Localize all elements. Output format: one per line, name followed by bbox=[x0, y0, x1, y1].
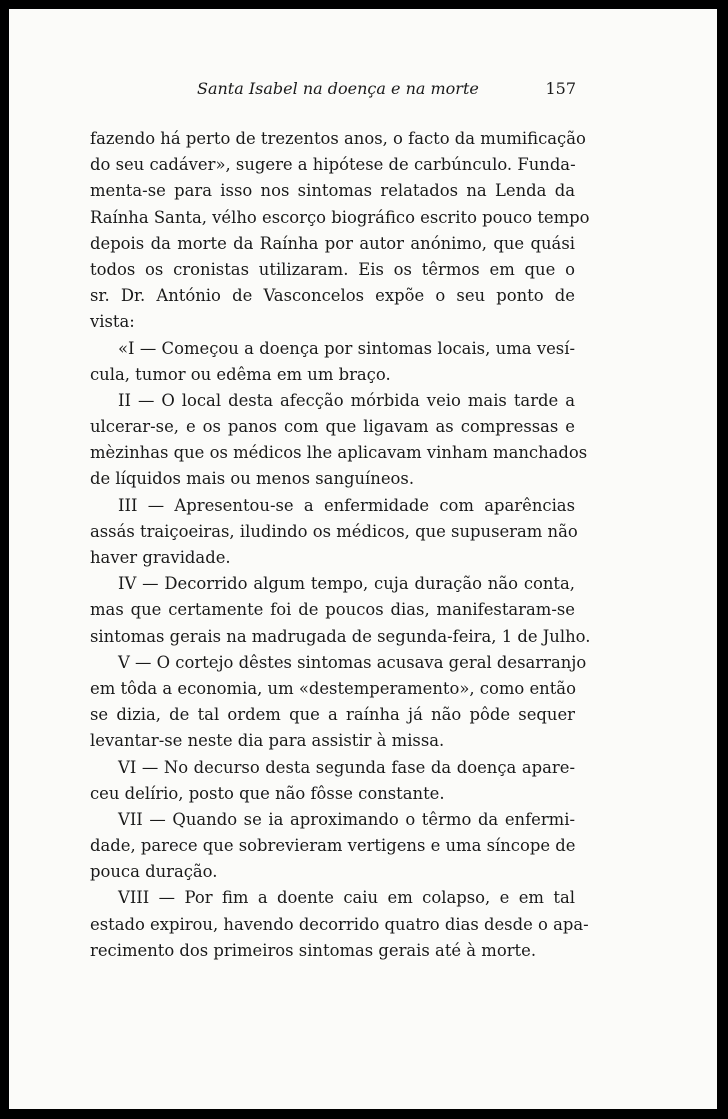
text-line: dade, parece que sobrevieram vertigens e uma síncope de bbox=[90, 836, 576, 856]
text-line: V — O cortejo dêstes sintomas acusava geral desarranjo bbox=[118, 652, 587, 672]
scan-border-bottom bbox=[0, 1109, 728, 1119]
text-line: de líquidos mais ou menos sanguíneos. bbox=[90, 469, 415, 489]
text-line: VII — Quando se ia aproximando o têrmo da enfermi- bbox=[118, 809, 575, 829]
text-line: IV — Decorrido algum tempo, cuja duração não conta, bbox=[118, 574, 575, 594]
text-line: vista: bbox=[90, 312, 135, 332]
body-text bbox=[90, 126, 591, 964]
text-line: fazendo há perto de trezentos anos, o facto da mumificação bbox=[90, 129, 586, 148]
text-line: «I — Começou a doença por sintomas locais, uma vesí- bbox=[118, 338, 575, 358]
scan-border-right bbox=[717, 0, 728, 1119]
text-line: se dizia, de tal ordem que a raínha já não pôde sequer bbox=[90, 705, 575, 725]
text-line: VIII — Por fim a doente caiu em colapso, e em tal bbox=[118, 888, 575, 908]
text-line: mas que certamente foi de poucos dias, manifestaram-se bbox=[90, 600, 575, 620]
text-line: recimento dos primeiros sintomas gerais até à morte. bbox=[90, 940, 537, 960]
text-line: VI — No decurso desta segunda fase da doença apare- bbox=[118, 757, 575, 777]
running-title: Santa Isabel na doença e na morte bbox=[197, 79, 479, 98]
text-line: sintomas gerais na madrugada de segunda-feira, 1 de Julho. bbox=[90, 626, 591, 646]
text-line: ulcerar-se, e os panos com que ligavam as compressas e bbox=[90, 417, 575, 437]
text-line: pouca duração. bbox=[90, 862, 218, 882]
text-line: haver gravidade. bbox=[90, 548, 231, 567]
text-line: menta-se para isso nos sintomas relatados na Lenda da bbox=[90, 181, 575, 201]
text-line: estado expirou, havendo decorrido quatro dias desde o apa- bbox=[90, 914, 589, 934]
text-line: II — O local desta afecção mórbida veio mais tarde a bbox=[118, 390, 575, 410]
text-line: Raínha Santa, vélho escorço biográfico escrito pouco tempo bbox=[90, 207, 590, 227]
text-line: III — Apresentou-se a enfermidade com aparências bbox=[118, 495, 575, 515]
text-line: do seu cadáver», sugere a hipótese de carbúnculo. Funda- bbox=[90, 155, 576, 175]
text-line: em tôda a economia, um «destemperamento», como então bbox=[90, 678, 576, 698]
text-line: assás traiçoeiras, iludindo os médicos, que supuseram não bbox=[90, 521, 578, 541]
text-line: levantar-se neste dia para assistir à missa. bbox=[90, 731, 445, 751]
text-line: ceu delírio, posto que não fôsse constante. bbox=[90, 783, 445, 803]
book-page bbox=[9, 9, 717, 1109]
text-line: mèzinhas que os médicos lhe aplicavam vinham manchados bbox=[90, 443, 588, 463]
text-line: depois da morte da Raínha por autor anónimo, que quási bbox=[90, 233, 575, 253]
text-line: todos os cronistas utilizaram. Eis os têrmos em que o bbox=[90, 259, 575, 279]
text-line: cula, tumor ou edêma em um braço. bbox=[90, 364, 391, 384]
page-number: 157 bbox=[545, 79, 576, 98]
running-head bbox=[191, 79, 586, 103]
text-line: sr. Dr. António de Vasconcelos expõe o seu ponto de bbox=[90, 286, 575, 306]
